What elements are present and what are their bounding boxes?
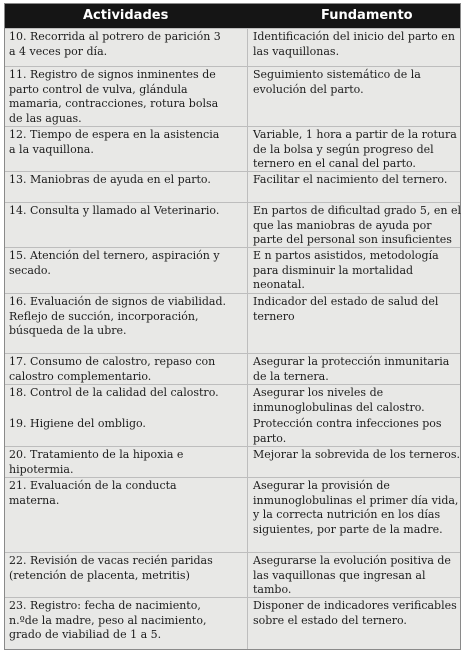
actividad-cell: 22. Revisión de vacas recién paridas (retención de placenta, metritis) <box>9 554 213 582</box>
table-header <box>5 4 460 28</box>
actividad-cell: 10. Recorrida al potrero de parición 3 a 4 veces por día. <box>9 30 221 58</box>
table-row <box>5 171 460 202</box>
fundamento-cell: Indicador del estado de salud del ternero <box>253 295 439 323</box>
header-actividades: Actividades <box>83 8 169 23</box>
fundamento-cell: Asegurar la provisión de inmunoglobulinas el primer día vida, y la correcta nutrición en los días siguientes, por parte de la madre. <box>253 479 459 536</box>
actividad-cell: 13. Maniobras de ayuda en el parto. <box>9 173 211 186</box>
actividad-cell: 15. Atención del ternero, aspiración y secado. <box>9 249 220 277</box>
fundamento-cell: Mejorar la sobrevida de los terneros. <box>253 448 460 461</box>
actividad-cell: 12. Tiempo de espera en la asistencia a la vaquillona. <box>9 128 220 156</box>
fundamento-cell: En partos de dificultad grado 5, en el que las maniobras de ayuda por parte del personal son insuficientes <box>253 204 462 247</box>
actividad-cell: 20. Tratamiento de la hipoxia e hipotermia. <box>9 448 184 476</box>
fundamento-cell: Asegurarse la evolución positiva de las vaquillonas que ingresan al tambo. <box>253 554 451 597</box>
actividad-cell: 11. Registro de signos inminentes de parto control de vulva, glándula mamaria, contracciones, rotura bolsa de las aguas. <box>9 68 219 125</box>
fundamento-cell: Asegurar los niveles de inmunoglobulinas del calostro. <box>253 386 425 414</box>
table-row <box>5 202 460 247</box>
fundamento-cell: Protección contra infecciones pos parto. <box>253 417 442 445</box>
actividad-cell: 14. Consulta y llamado al Veterinario. <box>9 204 220 217</box>
table-row <box>5 126 460 171</box>
fundamento-cell: Seguimiento sistemático de la evolución del parto. <box>253 68 421 96</box>
actividad-cell: 16. Evaluación de signos de viabilidad. Reflejo de succión, incorporación, búsqueda de la ubre. <box>9 295 227 338</box>
table-row <box>5 552 460 597</box>
actividad-cell: 17. Consumo de calostro, repaso con calostro complementario. <box>9 355 216 383</box>
fundamento-cell: Identificación del inicio del parto en las vaquillonas. <box>253 30 455 58</box>
table-row <box>5 353 460 384</box>
table-row <box>5 28 460 66</box>
table-row <box>5 293 460 353</box>
activities-table <box>4 3 461 650</box>
actividad-cell: 19. Higiene del ombligo. <box>9 417 146 430</box>
fundamento-cell: Disponer de indicadores verificables sobre el estado del ternero. <box>253 599 457 627</box>
table-row <box>5 446 460 477</box>
table-row <box>5 597 460 649</box>
fundamento-cell: Facilitar el nacimiento del ternero. <box>253 173 448 186</box>
fundamento-cell: Variable, 1 hora a partir de la rotura de la bolsa y según progreso del ternero en el canal del parto. <box>253 128 457 171</box>
table-row <box>5 477 460 552</box>
actividad-cell: 23. Registro: fecha de nacimiento, n.ºde la madre, peso al nacimiento, grado de viabiliad de 1 a 5. <box>9 599 207 642</box>
table-row <box>5 66 460 126</box>
fundamento-cell: Asegurar la protección inmunitaria de la ternera. <box>253 355 450 383</box>
table-row <box>5 384 460 415</box>
fundamento-cell: E n partos asistidos, metodología para disminuir la mortalidad neonatal. <box>253 249 439 292</box>
actividad-cell: 18. Control de la calidad del calostro. <box>9 386 219 399</box>
table-row <box>5 247 460 293</box>
header-fundamento: Fundamento <box>321 8 413 23</box>
actividad-cell: 21. Evaluación de la conducta materna. <box>9 479 177 507</box>
table-row <box>5 415 460 446</box>
